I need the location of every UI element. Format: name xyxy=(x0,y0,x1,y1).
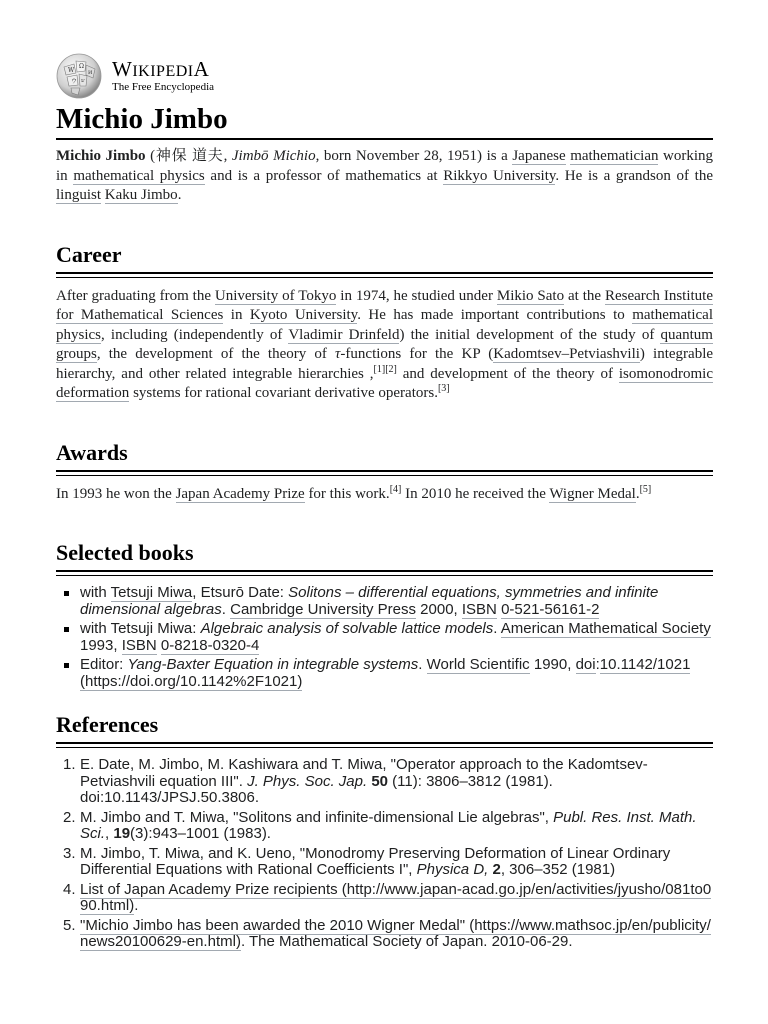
section-rule xyxy=(56,747,713,748)
kanji-name: 神保 道夫 xyxy=(155,148,224,164)
section-rule xyxy=(56,277,713,278)
volume: 19 xyxy=(113,825,131,842)
link-japan-academy-prize[interactable]: Japan Academy Prize xyxy=(175,485,305,502)
link-american-mathematical-society[interactable]: American Mathematical Society xyxy=(500,620,711,637)
book-text: . xyxy=(418,656,427,673)
section-rule xyxy=(56,470,713,472)
book-text: . xyxy=(221,600,231,618)
reference-number: 4. xyxy=(63,880,76,898)
link-doi[interactable]: doi xyxy=(575,656,596,673)
link-wigner-medal-news[interactable]: "Michio Jimbo has been awarded the 2010 Wigner Medal" (https://www.mathsoc.jp/en/publicity/news20100629-en.html) xyxy=(80,916,711,950)
intro-text: working in xyxy=(56,148,714,184)
link-kyoto-university[interactable]: Kyoto University xyxy=(249,307,358,323)
link-isbn-number[interactable]: 0-8218-0320-4 xyxy=(160,636,260,654)
section-rule xyxy=(56,575,713,576)
intro-text: . xyxy=(177,187,182,203)
wikipedia-wordmark xyxy=(112,59,214,93)
reference-text: M. Jimbo, T. Miwa, and K. Ueno, "Monodromy Preserving Deformation of Linear Ordinary Differential Equations with Rational Coefficients I", xyxy=(80,844,671,878)
svg-text:ウ: ウ xyxy=(71,78,78,85)
career-text: systems for rational covariant derivative operators. xyxy=(129,385,438,401)
reference-text: (11): 3806–3812 (1981). doi:10.1143/JPSJ.50.3806. xyxy=(80,772,553,806)
citation-1[interactable]: [1] xyxy=(373,363,386,375)
citation-4[interactable]: [4] xyxy=(389,483,402,495)
career-text: ) integrable hierarchy, and other related integrable hierarchies , xyxy=(56,346,714,382)
awards-text: . xyxy=(635,485,640,502)
svg-text:ש: ש xyxy=(81,78,85,84)
reference-text: E. Date, M. Jimbo, M. Kashiwara and T. Miwa, "Operator approach to the Kadomtsev-Petviashvili equation III". xyxy=(80,756,648,790)
reference-number: 3. xyxy=(63,844,76,862)
career-text: , including (independently of xyxy=(101,326,289,343)
books-list xyxy=(56,585,713,690)
book-text: : xyxy=(595,656,600,673)
career-text: in 1974, he studied under xyxy=(336,287,497,304)
link-doi-number[interactable]: 10.1142/1021 (https://doi.org/10.1142%2F1021) xyxy=(80,656,691,690)
book-title: Solitons – differential equations, symmetries and infinite dimensional algebras xyxy=(80,584,659,618)
link-kadomtsev-petviashvili[interactable]: Kadomtsev–Petviashvili xyxy=(493,346,640,362)
section-rule xyxy=(56,475,713,476)
career-text: . He has made important contributions to xyxy=(357,307,633,323)
link-isbn[interactable]: ISBN xyxy=(461,600,497,618)
section-selected-books xyxy=(56,540,713,690)
article-page xyxy=(56,52,713,954)
page-title: Michio Jimbo xyxy=(56,103,228,135)
book-text: , Etsurō Date: xyxy=(192,584,289,601)
reference-text: . xyxy=(134,897,139,914)
link-mathematician[interactable]: mathematician xyxy=(570,148,659,164)
citation-5[interactable]: [5] xyxy=(639,483,652,495)
volume: 2 xyxy=(492,861,501,878)
journal-name: Physica D, xyxy=(416,861,489,878)
list-item xyxy=(56,882,713,915)
link-mathematical-physics[interactable]: mathematical physics xyxy=(73,167,205,184)
awards-text: In 1993 he won the xyxy=(56,485,176,502)
career-text: ) the initial development of the study of xyxy=(399,326,661,343)
link-cambridge-university-press[interactable]: Cambridge University Press xyxy=(230,600,416,618)
bullet-icon xyxy=(64,663,69,668)
bullet-icon xyxy=(64,591,69,596)
intro-text: . He is a grandson of the xyxy=(555,167,714,184)
list-item xyxy=(56,918,713,951)
awards-text: In 2010 he received the xyxy=(401,485,550,502)
reference-text: (3):943–1001 (1983). xyxy=(130,825,271,842)
career-text: -functions for the KP ( xyxy=(340,346,494,362)
book-title: Algebraic analysis of solvable lattice models xyxy=(200,620,494,637)
section-rule xyxy=(56,570,713,572)
reference-number: 5. xyxy=(63,916,76,934)
reference-text: . The Mathematical Society of Japan. 2010-06-29. xyxy=(240,933,573,950)
career-text: and development of the theory of xyxy=(396,365,619,382)
romaji-name: Jimbō Michio xyxy=(231,148,316,164)
section-rule xyxy=(56,742,713,744)
journal-name: Publ. Res. Inst. Math. Sci. xyxy=(80,808,697,842)
reference-text: , xyxy=(105,825,114,842)
career-text: , the development of the theory of xyxy=(96,346,336,362)
heading-career: Career xyxy=(56,241,122,267)
section-references xyxy=(56,712,713,951)
book-text: Editor: xyxy=(80,656,128,673)
references-list xyxy=(56,757,713,951)
link-rims[interactable]: Research Institute for Mathematical Sciences xyxy=(56,287,713,323)
link-mathematical-physics-2[interactable]: mathematical physics xyxy=(56,307,713,343)
section-rule xyxy=(56,272,713,274)
citation-2[interactable]: [2] xyxy=(385,363,397,375)
book-text: 1990, xyxy=(529,656,576,673)
list-item xyxy=(56,846,713,879)
title-underline xyxy=(56,138,713,140)
link-japanese[interactable]: Japanese xyxy=(512,148,566,164)
wikipedia-logo[interactable] xyxy=(56,52,713,100)
heading-references: References xyxy=(56,712,159,737)
link-vladimir-drinfeld[interactable]: Vladimir Drinfeld xyxy=(288,326,400,343)
svg-text:W: W xyxy=(68,67,75,74)
reference-text: M. Jimbo and T. Miwa, "Solitons and infinite-dimensional Lie algebras", xyxy=(80,808,554,826)
book-text: 1993, xyxy=(80,636,122,654)
list-item xyxy=(56,585,713,618)
career-text: After graduating from the xyxy=(56,287,215,304)
svg-text:Ω: Ω xyxy=(79,63,84,70)
link-isbn-number[interactable]: 0-521-56161-2 xyxy=(501,600,600,618)
career-paragraph xyxy=(56,287,713,404)
link-rikkyo-university[interactable]: Rikkyo University xyxy=(443,167,556,184)
link-quantum-groups[interactable]: quantum groups xyxy=(56,326,713,362)
wordmark-subtitle: The Free Encyclopedia xyxy=(112,81,215,93)
link-linguist[interactable]: linguist xyxy=(56,187,102,203)
intro-text: and is a professor of mathematics at xyxy=(204,167,444,184)
bullet-icon xyxy=(64,627,69,632)
link-mikio-sato[interactable]: Mikio Sato xyxy=(496,287,565,304)
reference-text: , 306–352 (1981) xyxy=(500,861,616,878)
intro-paragraph: Michio Jimbo (神保 道夫, Jimbō Michio, born November 28, 1951) is a Japanese mathematician working in mathematical physics and is a professor of mathematics at Rikkyo University. He is a grandson of the linguist Kaku Jimbo. xyxy=(56,148,714,203)
book-text: with Tetsuji Miwa: xyxy=(80,620,201,637)
svg-text:И: И xyxy=(88,70,93,76)
book-text: 2000, xyxy=(416,600,462,618)
link-japan-academy-prize-recipients[interactable]: List of Japan Academy Prize recipients (http://www.japan-acad.go.jp/en/activities/jyusho/081to090.html) xyxy=(80,880,712,914)
book-text: with xyxy=(80,584,111,601)
section-awards xyxy=(56,440,713,505)
book-title: Yang-Baxter Equation in integrable systems xyxy=(127,656,419,673)
link-university-of-tokyo[interactable]: University of Tokyo xyxy=(214,287,337,304)
link-world-scientific[interactable]: World Scientific xyxy=(426,656,530,673)
heading-selected-books: Selected books xyxy=(56,540,194,565)
section-career xyxy=(56,242,713,404)
career-text: at the xyxy=(564,287,605,304)
journal-name: J. Phys. Soc. Jap. xyxy=(247,772,368,790)
awards-text: for this work. xyxy=(304,485,390,502)
book-text: . xyxy=(493,620,501,637)
intro-text: , born November 28, 1951) is a xyxy=(315,148,513,164)
volume: 50 xyxy=(371,772,389,790)
list-item xyxy=(56,757,713,807)
link-kaku-jimbo[interactable]: Kaku Jimbo xyxy=(104,187,178,203)
career-text: in xyxy=(223,307,250,323)
wordmark-title: WIKIPEDIA xyxy=(112,57,210,81)
subject-name: Michio Jimbo xyxy=(56,148,146,164)
citation-3[interactable]: [3] xyxy=(437,383,450,394)
heading-awards: Awards xyxy=(56,439,128,465)
list-item xyxy=(56,657,713,690)
reference-number: 1. xyxy=(63,756,76,773)
wikipedia-globe-icon xyxy=(56,53,102,99)
list-item xyxy=(56,810,713,843)
link-isomonodromic-deformation[interactable]: isomonodromic deformation xyxy=(56,365,713,401)
link-wigner-medal[interactable]: Wigner Medal xyxy=(549,485,636,502)
link-tetsuji-miwa[interactable]: Tetsuji Miwa xyxy=(110,584,193,601)
list-item xyxy=(56,621,713,654)
tau-symbol: τ xyxy=(335,346,341,362)
awards-paragraph xyxy=(56,485,713,505)
link-isbn[interactable]: ISBN xyxy=(121,636,157,654)
reference-number: 2. xyxy=(63,808,76,826)
